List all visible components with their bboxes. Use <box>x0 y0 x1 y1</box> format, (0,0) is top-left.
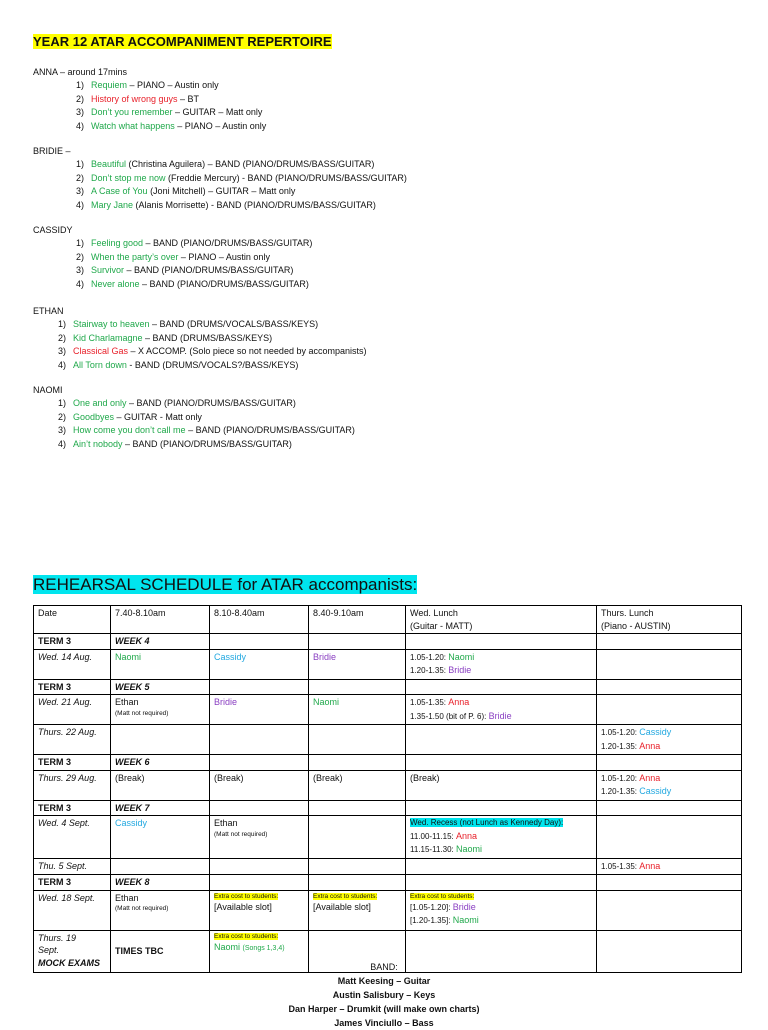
song-title: Beautiful <box>91 159 127 170</box>
student-section <box>33 384 355 451</box>
student-name: BRIDIE – <box>33 146 71 156</box>
song-item: 4) Never alone – BAND (PIANO/DRUMS/BASS/GUITAR) <box>75 278 309 289</box>
song-title: Classical Gas <box>73 346 129 357</box>
song-item: 4) Ain’t nobody – BAND (PIANO/DRUMS/BASS/GUITAR) <box>57 438 292 449</box>
song-item: 3) Don’t you remember – GUITAR – Matt only <box>75 107 263 118</box>
student-name: NAOMI <box>33 385 63 395</box>
song-item: 3) Classical Gas – X ACCOMP. (Solo piece so not needed by accompanists) <box>57 346 367 357</box>
song-item: 3) Survivor – BAND (PIANO/DRUMS/BASS/GUITAR) <box>75 265 294 276</box>
student-name: ANNA – around 17mins <box>33 67 128 77</box>
song-item: 2) History of wrong guys – BT <box>75 93 200 104</box>
song-item: 2) Kid Charlamagne – BAND (DRUMS/BASS/KEYS) <box>57 332 273 343</box>
song-title: Stairway to heaven <box>73 319 150 330</box>
student-name: CASSIDY <box>33 225 73 235</box>
song-title: Goodbyes <box>73 411 115 422</box>
table-row: Wed. 4 Sept. Cassidy Ethan (Matt not required) Wed. Recess (not Lunch as Kennedy Day): 11.00-11.15: Anna 11.15-11.30: Naomi <box>34 816 742 859</box>
song-title: All Torn down <box>73 359 127 370</box>
song-item: 3) A Case of You (Joni Mitchell) – GUITAR – Matt only <box>75 186 296 197</box>
song-title: One and only <box>73 398 127 409</box>
schedule-table <box>33 605 742 973</box>
term-row: TERM 3 WEEK 6 <box>34 755 742 771</box>
song-item: 1) Stairway to heaven – BAND (DRUMS/VOCALS/BASS/KEYS) <box>57 319 319 330</box>
song-title: Mary Jane <box>91 199 134 210</box>
table-header-row <box>34 606 742 634</box>
song-title: A Case of You <box>91 186 148 197</box>
table-row: Thurs. 22 Aug. 1.05-1.20: Cassidy 1.20-1.35: Anna <box>34 725 742 755</box>
song-title: When the party’s over <box>91 251 179 262</box>
schedule-title: REHEARSAL SCHEDULE for ATAR accompanists: <box>33 575 418 594</box>
song-item: 1) Beautiful (Christina Aguilera) – BAND (PIANO/DRUMS/BASS/GUITAR) <box>75 159 375 170</box>
song-title: Watch what happens <box>91 120 175 131</box>
song-item: 4) All Torn down - BAND (DRUMS/VOCALS?/BASS/KEYS) <box>57 359 299 370</box>
song-item: 4) Watch what happens – PIANO – Austin only <box>75 120 267 131</box>
song-item: 1) Requiem – PIANO – Austin only <box>75 80 219 91</box>
song-title: Survivor <box>91 265 125 276</box>
song-title: Requiem <box>91 80 128 91</box>
header-slot3: 8.40-9.10am <box>309 606 406 634</box>
song-item: 2) Goodbyes – GUITAR - Matt only <box>57 411 202 422</box>
band-list: BAND: Matt Keesing – Guitar Austin Salisbury – Keys Dan Harper – Drumkit (will make own charts) James Vinciullo – Bass <box>288 962 480 1028</box>
header-date: Date <box>34 606 111 634</box>
song-item: 2) Don’t stop me now (Freddie Mercury) - BAND (PIANO/DRUMS/BASS/GUITAR) <box>75 172 407 183</box>
student-section <box>33 224 312 291</box>
song-title: Kid Charlamagne <box>73 332 143 343</box>
song-title: Feeling good <box>91 238 144 249</box>
song-title: Don’t stop me now <box>91 172 166 183</box>
student-section <box>33 145 407 212</box>
page-title: YEAR 12 ATAR ACCOMPANIMENT REPERTOIRE <box>33 34 332 49</box>
term-row: TERM 3 WEEK 4 <box>34 634 742 650</box>
song-title: Never alone <box>91 278 140 289</box>
song-item: 1) One and only – BAND (PIANO/DRUMS/BASS/GUITAR) <box>57 398 296 409</box>
song-item: 2) When the party’s over – PIANO – Austin only <box>75 251 270 262</box>
term-row: TERM 3 WEEK 7 <box>34 800 742 816</box>
term-row: TERM 3 WEEK 8 <box>34 875 742 891</box>
song-item: 1) Feeling good – BAND (PIANO/DRUMS/BASS/GUITAR) <box>75 238 313 249</box>
song-title: Don’t you remember <box>91 107 173 118</box>
table-row: Wed. 21 Aug. Ethan (Matt not required) Bridie Naomi 1.05-1.35: Anna 1.35-1.50 (bit of P. 6): Bridie <box>34 695 742 725</box>
student-section <box>33 305 366 372</box>
table-row: Wed. 18 Sept. Ethan (Matt not required) Extra cost to students: [Available slot] Extra cost to students: [Available slot] Extra cost to students: [1.05-1.20]: Bridie [1.20-1.35]: Naomi <box>34 890 742 930</box>
student-name: ETHAN <box>33 306 64 316</box>
header-thurs-lunch: Thurs. Lunch (Piano - AUSTIN) <box>597 606 742 634</box>
term-row: TERM 3 WEEK 5 <box>34 679 742 695</box>
table-row: Thu. 5 Sept. 1.05-1.35: Anna <box>34 858 742 875</box>
header-slot1: 7.40-8.10am <box>111 606 210 634</box>
song-item: 3) How come you don’t call me – BAND (PIANO/DRUMS/BASS/GUITAR) <box>57 425 355 436</box>
table-row: Thurs. 29 Aug. (Break) (Break) (Break) (Break) 1.05-1.20: Anna 1.20-1.35: Cassidy <box>34 770 742 800</box>
header-wed-lunch: Wed. Lunch (Guitar - MATT) <box>406 606 597 634</box>
song-title: History of wrong guys <box>91 93 178 104</box>
song-title: How come you don’t call me <box>73 425 186 436</box>
student-section <box>33 66 266 133</box>
song-item: 4) Mary Jane (Alanis Morrisette) - BAND (PIANO/DRUMS/BASS/GUITAR) <box>75 199 376 210</box>
table-row: Thurs. 19 Sept. MOCK EXAMS TIMES TBC Extra cost to students: Naomi (Songs 1,3,4) <box>34 930 742 972</box>
header-slot2: 8.10-8.40am <box>210 606 309 634</box>
table-row: Wed. 14 Aug. Naomi Cassidy Bridie 1.05-1.20: Naomi 1.20-1.35: Bridie <box>34 649 742 679</box>
song-title: Ain’t nobody <box>73 438 123 449</box>
